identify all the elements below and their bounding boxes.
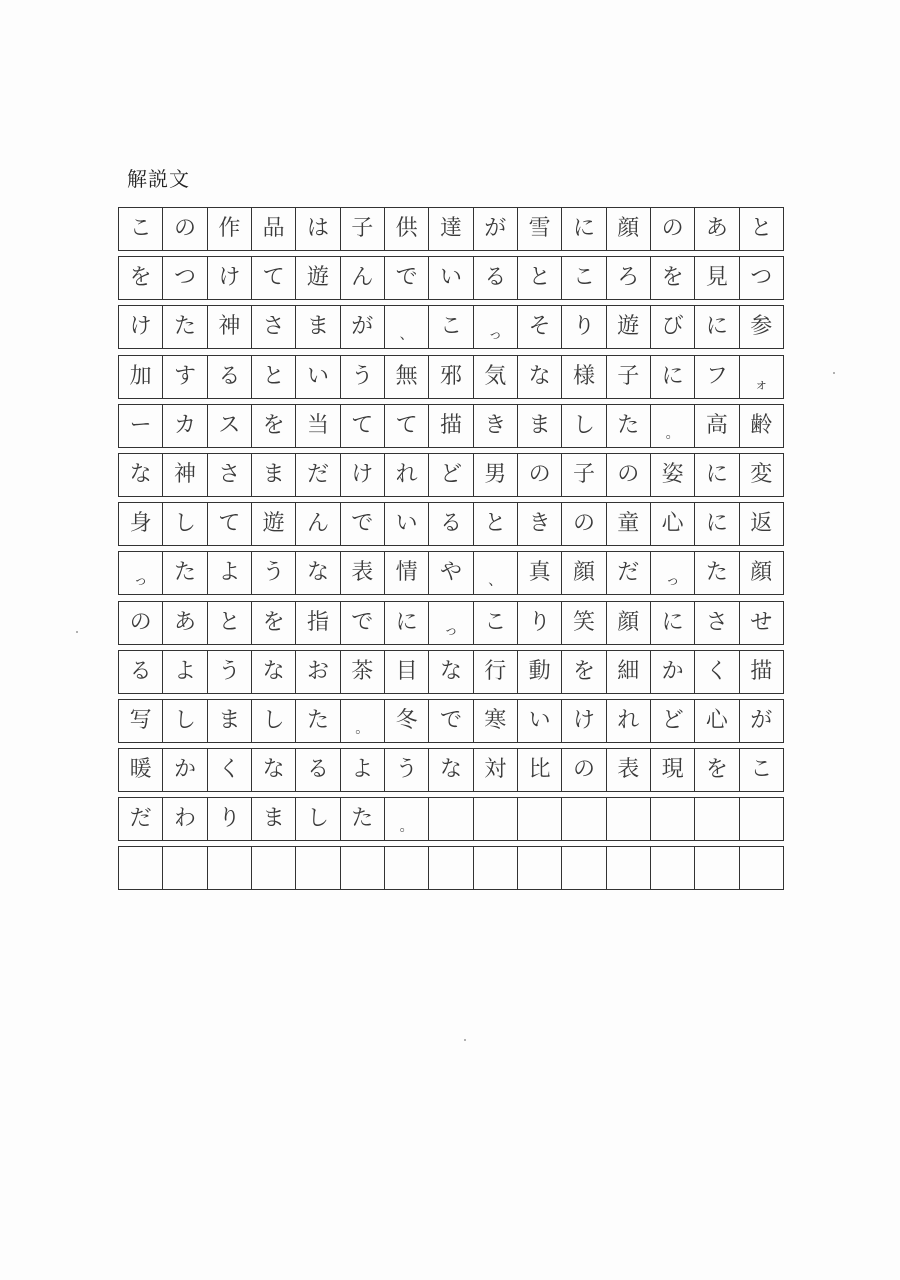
manuscript-cell: う (341, 356, 385, 398)
manuscript-cell: こ (429, 306, 473, 348)
manuscript-cell (607, 798, 651, 840)
manuscript-cell (474, 847, 518, 889)
manuscript-cell: 。 (385, 798, 429, 840)
manuscript-cell: い (518, 700, 562, 742)
manuscript-cell: 行 (474, 651, 518, 693)
manuscript-cell: 見 (695, 257, 739, 299)
manuscript-cell: 変 (750, 461, 773, 487)
manuscript-cell (429, 847, 473, 889)
manuscript-cell: 気 (474, 356, 518, 398)
manuscript-cell (740, 847, 783, 889)
manuscript-cell: つ (750, 265, 773, 291)
manuscript-cell: の (119, 602, 163, 644)
manuscript-cell: て (252, 257, 296, 299)
manuscript-cell: こ (119, 208, 163, 250)
manuscript-cell (429, 798, 473, 840)
manuscript-cell: る (429, 503, 473, 545)
manuscript-cell: た (163, 306, 207, 348)
manuscript-cell: り (518, 602, 562, 644)
manuscript-cell: だ (119, 798, 163, 840)
manuscript-cell: さ (252, 306, 296, 348)
manuscript-cell: 顔 (750, 560, 773, 586)
manuscript-cell: と (252, 356, 296, 398)
manuscript-cell: あ (163, 602, 207, 644)
manuscript-cell: を (252, 602, 296, 644)
manuscript-cell: 神 (163, 454, 207, 496)
manuscript-cell: よ (341, 749, 385, 791)
manuscript-cell: る (474, 257, 518, 299)
manuscript-cell: 作 (208, 208, 252, 250)
manuscript-cell: 無 (385, 356, 429, 398)
manuscript-cell: 顔 (607, 602, 651, 644)
manuscript-cell: き (474, 405, 518, 447)
manuscript-cell (651, 847, 695, 889)
manuscript-cell: 神 (208, 306, 252, 348)
manuscript-cell: 写 (119, 700, 163, 742)
manuscript-cell: フ (695, 356, 739, 398)
manuscript-cell: う (208, 651, 252, 693)
manuscript-grid (118, 207, 784, 896)
manuscript-cell: だ (607, 552, 651, 594)
manuscript-cell: て (208, 503, 252, 545)
manuscript-cell: や (429, 552, 473, 594)
manuscript-cell: ん (341, 257, 385, 299)
manuscript-cell: 寒 (474, 700, 518, 742)
paper-speck (76, 631, 78, 633)
manuscript-cell: 供 (385, 208, 429, 250)
manuscript-cell: か (651, 651, 695, 693)
manuscript-cell: し (252, 700, 296, 742)
manuscript-cell: が (474, 208, 518, 250)
manuscript-cell: か (163, 749, 207, 791)
manuscript-cell: っ (651, 552, 695, 594)
manuscript-cell: 、 (474, 552, 518, 594)
manuscript-row (118, 305, 784, 349)
manuscript-cell: 高 (695, 405, 739, 447)
manuscript-cell: こ (750, 757, 773, 783)
manuscript-cell: け (341, 454, 385, 496)
manuscript-row (118, 846, 784, 890)
manuscript-row (118, 355, 784, 399)
manuscript-cell: く (208, 749, 252, 791)
manuscript-cell: な (429, 651, 473, 693)
manuscript-cell: い (296, 356, 340, 398)
manuscript-cell: け (208, 257, 252, 299)
manuscript-cell: す (163, 356, 207, 398)
manuscript-cell: 指 (296, 602, 340, 644)
manuscript-cell: び (651, 306, 695, 348)
manuscript-cell: を (119, 257, 163, 299)
manuscript-row (118, 207, 784, 251)
manuscript-cell: 姿 (651, 454, 695, 496)
manuscript-cell (518, 798, 562, 840)
manuscript-cell: 目 (385, 651, 429, 693)
manuscript-cell: 子 (341, 208, 385, 250)
manuscript-cell (474, 798, 518, 840)
manuscript-cell: を (562, 651, 606, 693)
manuscript-cell: た (695, 552, 739, 594)
manuscript-cell: け (562, 700, 606, 742)
manuscript-cell: な (429, 749, 473, 791)
manuscript-cell: で (341, 503, 385, 545)
manuscript-cell: ま (518, 405, 562, 447)
manuscript-cell: 参 (750, 314, 773, 340)
manuscript-cell: と (750, 216, 773, 241)
manuscript-cell: 表 (607, 749, 651, 791)
manuscript-cell: き (518, 503, 562, 545)
manuscript-cell: 男 (474, 454, 518, 496)
manuscript-cell: う (252, 552, 296, 594)
manuscript-cell: 描 (429, 405, 473, 447)
manuscript-cell (385, 847, 429, 889)
manuscript-cell (119, 847, 163, 889)
manuscript-cell: 暖 (119, 749, 163, 791)
manuscript-cell: 心 (651, 503, 695, 545)
manuscript-cell: 雪 (518, 208, 562, 250)
paper-speck (833, 372, 835, 374)
manuscript-cell: る (119, 651, 163, 693)
manuscript-cell: ス (208, 405, 252, 447)
manuscript-cell: 加 (119, 356, 163, 398)
manuscript-cell: 、 (385, 306, 429, 348)
manuscript-cell: 返 (750, 511, 773, 537)
manuscript-cell: に (695, 306, 739, 348)
manuscript-cell: ま (296, 306, 340, 348)
manuscript-cell: る (296, 749, 340, 791)
manuscript-cell: れ (607, 700, 651, 742)
manuscript-cell: り (562, 306, 606, 348)
manuscript-cell: 様 (562, 356, 606, 398)
manuscript-cell: れ (385, 454, 429, 496)
manuscript-cell: よ (163, 651, 207, 693)
manuscript-cell: 達 (429, 208, 473, 250)
manuscript-cell (341, 847, 385, 889)
manuscript-cell (562, 847, 606, 889)
manuscript-cell: に (695, 454, 739, 496)
manuscript-cell: 比 (518, 749, 562, 791)
manuscript-cell: 描 (750, 658, 773, 684)
manuscript-cell: 顔 (562, 552, 606, 594)
page-title: 解説文 (127, 167, 190, 191)
manuscript-cell: で (385, 257, 429, 299)
manuscript-cell: 対 (474, 749, 518, 791)
manuscript-row (118, 453, 784, 497)
manuscript-cell (208, 847, 252, 889)
manuscript-cell: う (385, 749, 429, 791)
manuscript-cell: 童 (607, 503, 651, 545)
manuscript-cell: と (474, 503, 518, 545)
manuscript-cell: 子 (562, 454, 606, 496)
manuscript-cell: 顔 (607, 208, 651, 250)
manuscript-cell (695, 847, 739, 889)
manuscript-cell: い (429, 257, 473, 299)
manuscript-row (118, 256, 784, 300)
manuscript-cell: た (296, 700, 340, 742)
manuscript-cell: し (296, 798, 340, 840)
manuscript-cell: 心 (695, 700, 739, 742)
manuscript-cell: ろ (607, 257, 651, 299)
manuscript-cell: の (607, 454, 651, 496)
manuscript-cell (296, 847, 340, 889)
manuscript-cell: の (562, 503, 606, 545)
manuscript-cell: し (163, 503, 207, 545)
manuscript-cell (163, 847, 207, 889)
manuscript-row (118, 748, 784, 792)
manuscript-cell: と (518, 257, 562, 299)
manuscript-cell: っ (429, 602, 473, 644)
manuscript-cell: 当 (296, 405, 340, 447)
manuscript-cell: 茶 (341, 651, 385, 693)
manuscript-cell: で (341, 602, 385, 644)
manuscript-cell (607, 847, 651, 889)
manuscript-cell (518, 847, 562, 889)
manuscript-cell: い (385, 503, 429, 545)
manuscript-cell: 遊 (252, 503, 296, 545)
manuscript-cell: 笑 (562, 602, 606, 644)
manuscript-cell: な (252, 749, 296, 791)
manuscript-cell: ま (252, 798, 296, 840)
manuscript-cell (562, 798, 606, 840)
manuscript-cell: と (208, 602, 252, 644)
manuscript-row (118, 650, 784, 694)
manuscript-cell: そ (518, 306, 562, 348)
manuscript-cell: 情 (385, 552, 429, 594)
manuscript-cell: り (208, 798, 252, 840)
manuscript-cell: ー (119, 405, 163, 447)
manuscript-cell: が (750, 707, 773, 733)
manuscript-cell: 邪 (429, 356, 473, 398)
manuscript-cell: 真 (518, 552, 562, 594)
manuscript-cell: カ (163, 405, 207, 447)
manuscript-cell: ど (429, 454, 473, 496)
manuscript-cell: 細 (607, 651, 651, 693)
manuscript-cell: し (562, 405, 606, 447)
manuscript-cell (695, 798, 739, 840)
manuscript-cell: た (607, 405, 651, 447)
paper-speck (464, 1039, 466, 1041)
manuscript-cell: ど (651, 700, 695, 742)
manuscript-cell: あ (695, 208, 739, 250)
manuscript-cell: つ (163, 257, 207, 299)
manuscript-cell (740, 798, 783, 840)
manuscript-cell: わ (163, 798, 207, 840)
manuscript-cell: 品 (252, 208, 296, 250)
manuscript-cell: の (651, 208, 695, 250)
manuscript-row (118, 601, 784, 645)
manuscript-row (118, 551, 784, 595)
manuscript-cell: る (208, 356, 252, 398)
manuscript-cell: だ (296, 454, 340, 496)
manuscript-cell: を (651, 257, 695, 299)
manuscript-cell: に (651, 602, 695, 644)
manuscript-cell: 遊 (296, 257, 340, 299)
manuscript-cell: っ (474, 306, 518, 348)
manuscript-cell: に (562, 208, 606, 250)
manuscript-cell: て (341, 405, 385, 447)
manuscript-cell: さ (695, 602, 739, 644)
manuscript-cell: っ (119, 552, 163, 594)
manuscript-cell: に (385, 602, 429, 644)
manuscript-cell: こ (474, 602, 518, 644)
manuscript-cell: は (296, 208, 340, 250)
manuscript-cell: ま (208, 700, 252, 742)
manuscript-cell: せ (750, 609, 773, 635)
manuscript-cell: ん (296, 503, 340, 545)
manuscript-cell: な (119, 454, 163, 496)
manuscript-cell: さ (208, 454, 252, 496)
manuscript-cell: に (695, 503, 739, 545)
manuscript-cell: な (252, 651, 296, 693)
manuscript-cell: よ (208, 552, 252, 594)
manuscript-row (118, 699, 784, 743)
manuscript-cell: を (252, 405, 296, 447)
manuscript-cell: を (695, 749, 739, 791)
manuscript-row (118, 404, 784, 448)
manuscript-row (118, 797, 784, 841)
manuscript-cell: た (163, 552, 207, 594)
manuscript-cell: 身 (119, 503, 163, 545)
manuscript-cell (252, 847, 296, 889)
manuscript-cell: 遊 (607, 306, 651, 348)
manuscript-cell: 現 (651, 749, 695, 791)
manuscript-cell: 冬 (385, 700, 429, 742)
manuscript-cell: こ (562, 257, 606, 299)
manuscript-cell (651, 798, 695, 840)
manuscript-cell: ま (252, 454, 296, 496)
manuscript-cell: お (296, 651, 340, 693)
manuscript-cell: し (163, 700, 207, 742)
manuscript-cell: で (429, 700, 473, 742)
manuscript-cell: が (341, 306, 385, 348)
manuscript-cell: 。 (341, 700, 385, 742)
manuscript-cell: 。 (651, 405, 695, 447)
manuscript-cell: の (518, 454, 562, 496)
manuscript-cell: 子 (607, 356, 651, 398)
manuscript-cell: な (296, 552, 340, 594)
manuscript-cell: 動 (518, 651, 562, 693)
manuscript-cell: て (385, 405, 429, 447)
manuscript-cell: け (119, 306, 163, 348)
manuscript-cell: の (163, 208, 207, 250)
manuscript-cell: 表 (341, 552, 385, 594)
manuscript-cell: な (518, 356, 562, 398)
manuscript-cell: 齢 (750, 412, 773, 438)
manuscript-cell: に (651, 356, 695, 398)
manuscript-cell: ォ (754, 376, 769, 393)
manuscript-cell: く (695, 651, 739, 693)
manuscript-cell: の (562, 749, 606, 791)
manuscript-cell: た (341, 798, 385, 840)
manuscript-row (118, 502, 784, 546)
